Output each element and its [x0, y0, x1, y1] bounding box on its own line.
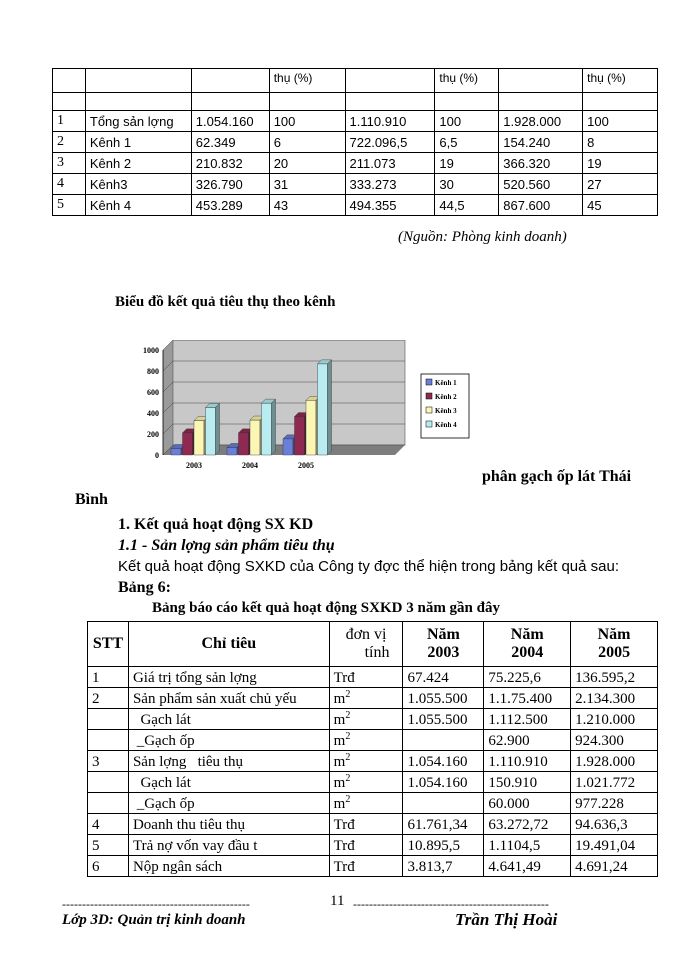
unit-cell [329, 709, 403, 730]
unit-superscript: 2 [345, 689, 351, 700]
table-row [88, 856, 658, 877]
legend-swatch [426, 421, 432, 427]
row-number: 3 [53, 153, 86, 174]
table-cell: 366.320 [499, 153, 583, 174]
table-cell: 722.096,5 [345, 132, 435, 153]
table-cell: 333.273 [345, 174, 435, 195]
indicator-name: Doanh thu tiêu thụ [128, 814, 329, 835]
year-value: 61.761,34 [403, 814, 484, 835]
bar-kênh-2-2003 [183, 433, 193, 455]
unit-cell [329, 688, 403, 709]
unit-text: Trđ [333, 817, 355, 833]
indicator-name: Giá trị tổng sản lợng [128, 667, 329, 688]
header-year-label: Năm [510, 626, 544, 643]
empty-cell [345, 93, 435, 111]
table-cell: 494.355 [345, 195, 435, 216]
unit-superscript: 2 [345, 752, 351, 763]
table-cell: 6 [269, 132, 345, 153]
table-row [88, 751, 658, 772]
header-cell: thụ (%) [269, 69, 345, 93]
empty-cell [499, 93, 583, 111]
table-cell: 326.790 [191, 174, 269, 195]
indicator-name: _Gạch ốp [128, 730, 329, 751]
unit-text: m [333, 691, 346, 707]
bar-kênh-2-2005 [295, 417, 305, 455]
indicator-name: _Gạch ốp [128, 793, 329, 814]
header-unit-line2: tính [364, 644, 390, 661]
header-year-value: 2005 [598, 644, 631, 661]
table-cell: 20 [269, 153, 345, 174]
y-tick-label: 800 [147, 367, 159, 376]
header-stt: STT [88, 622, 129, 667]
unit-cell [329, 751, 403, 772]
chart-title: Biểu đồ kết quả tiêu thụ theo kênh [115, 294, 336, 310]
table-row [53, 111, 658, 132]
year-value: 1.055.500 [403, 688, 484, 709]
table-row [53, 174, 658, 195]
unit-cell [329, 772, 403, 793]
year-value: 1.1104,5 [484, 835, 571, 856]
section-heading: 1. Kết quả hoạt động SX KD [118, 516, 314, 533]
row-number [88, 709, 129, 730]
page-number: 11 [330, 893, 345, 909]
empty-cell [583, 93, 658, 111]
table-cell: 19 [583, 153, 658, 174]
row-number [88, 730, 129, 751]
unit-superscript: 2 [345, 731, 351, 742]
unit-text: m [333, 796, 346, 812]
table-spacer-row [53, 93, 658, 111]
source-note: (Nguồn: Phòng kinh doanh) [398, 229, 567, 245]
table-cell: 27 [583, 174, 658, 195]
year-value: 136.595,2 [571, 667, 658, 688]
table-cell: 210.832 [191, 153, 269, 174]
indicator-name: Gạch lát [128, 709, 329, 730]
indicator-name: Sản phẩm sản xuất chủ yếu [128, 688, 329, 709]
channel-sales-table [52, 68, 658, 216]
table-cell: 100 [269, 111, 345, 132]
empty-cell [191, 93, 269, 111]
row-number: 1 [88, 667, 129, 688]
legend-swatch [426, 393, 432, 399]
year-value: 1.054.160 [403, 751, 484, 772]
row-number: 2 [88, 688, 129, 709]
table-cell: 1.928.000 [499, 111, 583, 132]
bar-kênh-4-2004 [262, 403, 272, 455]
bar-side [272, 399, 276, 455]
bar-side [216, 403, 220, 455]
year-value: 63.272,72 [484, 814, 571, 835]
table-cell: Tổng sản lợng [85, 111, 191, 132]
empty-cell [269, 93, 345, 111]
row-number: 5 [53, 195, 86, 216]
y-tick-label: 600 [147, 388, 159, 397]
row-number: 3 [88, 751, 129, 772]
year-value: 10.895,5 [403, 835, 484, 856]
empty-cell [53, 93, 86, 111]
footer-class-label: Lớp 3D: Quản trị kinh doanh [62, 912, 246, 928]
table-row [88, 688, 658, 709]
table-cell: 30 [435, 174, 499, 195]
indicator-name: Trả nợ vốn vay đầu t [128, 835, 329, 856]
intro-text: Kết quả hoạt động SXKD của Công ty đợc thể hiện trong bảng kết quả sau: [118, 558, 620, 575]
indicator-name: Nộp ngân sách [128, 856, 329, 877]
table-cell: 8 [583, 132, 658, 153]
table-cell: 453.289 [191, 195, 269, 216]
y-tick-label: 400 [147, 409, 159, 418]
bar-kênh-4-2005 [318, 364, 328, 455]
empty-cell [435, 93, 499, 111]
table-row [88, 835, 658, 856]
header-year-2005 [571, 622, 658, 667]
row-number [88, 772, 129, 793]
header-cell [85, 69, 191, 93]
header-cell: thụ (%) [435, 69, 499, 93]
unit-text: m [333, 775, 346, 791]
row-number: 2 [53, 132, 86, 153]
header-year-value: 2004 [511, 644, 544, 661]
empty-cell [85, 93, 191, 111]
legend-label: Kênh 1 [435, 379, 457, 387]
table-cell: 100 [435, 111, 499, 132]
year-value: 1.112.500 [484, 709, 571, 730]
unit-cell [329, 835, 403, 856]
unit-text: Trđ [333, 838, 355, 854]
chart-side-wall [163, 340, 173, 455]
cutoff-text-continued: Bình [75, 491, 108, 508]
year-value: 150.910 [484, 772, 571, 793]
header-cell: thụ (%) [583, 69, 658, 93]
table-cell: 45 [583, 195, 658, 216]
bar-kênh-4-2003 [206, 407, 216, 455]
footer-rule-left: ----------------------------------------------- [62, 897, 250, 911]
year-value: 1.055.500 [403, 709, 484, 730]
table-cell: Kênh 1 [85, 132, 191, 153]
header-year-value: 2003 [427, 644, 460, 661]
table-header-row [88, 622, 658, 667]
table-cell: 100 [583, 111, 658, 132]
bar-kênh-3-2003 [194, 421, 204, 455]
year-value: 4.691,24 [571, 856, 658, 877]
year-value: 4.641,49 [484, 856, 571, 877]
unit-cell [329, 814, 403, 835]
year-value: 60.000 [484, 793, 571, 814]
table-label: Bảng 6: [118, 579, 171, 596]
year-value: 1.054.160 [403, 772, 484, 793]
legend-label: Kênh 3 [435, 407, 457, 415]
footer-author: Trần Thị Hoài [455, 910, 558, 929]
table-cell: 154.240 [499, 132, 583, 153]
header-unit [329, 622, 403, 667]
year-value: 977.228 [571, 793, 658, 814]
y-tick-label: 0 [155, 451, 159, 460]
table-cell: 43 [269, 195, 345, 216]
header-year-2003 [403, 622, 484, 667]
table-row [88, 814, 658, 835]
year-value: 1.110.910 [484, 751, 571, 772]
indicator-name: Gạch lát [128, 772, 329, 793]
unit-text: m [333, 733, 346, 749]
header-year-label: Năm [597, 626, 631, 643]
table-cell: 44,5 [435, 195, 499, 216]
year-value: 3.813,7 [403, 856, 484, 877]
row-number: 6 [88, 856, 129, 877]
table-header-row [53, 69, 658, 93]
header-year-label: Năm [426, 626, 460, 643]
bar-kênh-3-2005 [306, 400, 316, 455]
header-cell [345, 69, 435, 93]
row-number: 5 [88, 835, 129, 856]
year-value: 67.424 [403, 667, 484, 688]
unit-cell [329, 730, 403, 751]
row-number: 4 [53, 174, 86, 195]
legend-label: Kênh 4 [435, 421, 457, 429]
unit-text: m [333, 754, 346, 770]
table-cell: Kênh3 [85, 174, 191, 195]
year-value: 1.210.000 [571, 709, 658, 730]
year-value: 1.021.772 [571, 772, 658, 793]
bar-side [328, 360, 332, 455]
year-value: 19.491,04 [571, 835, 658, 856]
year-value: 94.636,3 [571, 814, 658, 835]
unit-text: Trđ [333, 670, 355, 686]
bar-kênh-2-2004 [239, 433, 249, 455]
table-cell: 520.560 [499, 174, 583, 195]
table-row [88, 667, 658, 688]
bar-kênh-1-2005 [283, 439, 293, 455]
unit-cell [329, 667, 403, 688]
table-cell: 211.073 [345, 153, 435, 174]
row-number [88, 793, 129, 814]
x-tick-label: 2005 [298, 461, 314, 470]
table-cell: 31 [269, 174, 345, 195]
table-cell: 6,5 [435, 132, 499, 153]
table-row [88, 793, 658, 814]
y-tick-label: 1000 [143, 346, 159, 355]
legend-swatch [426, 407, 432, 413]
table-row [53, 153, 658, 174]
table-cell: 1.054.160 [191, 111, 269, 132]
x-tick-label: 2003 [186, 461, 202, 470]
table-cell: Kênh 4 [85, 195, 191, 216]
table-row [53, 132, 658, 153]
header-indicator: Chỉ tiêu [128, 622, 329, 667]
indicator-name: Sản lợng tiêu thụ [128, 751, 329, 772]
table-row [88, 730, 658, 751]
unit-superscript: 2 [345, 794, 351, 805]
table-cell: 19 [435, 153, 499, 174]
year-value: 62.900 [484, 730, 571, 751]
bar-kênh-1-2004 [227, 447, 237, 455]
year-value: 2.134.300 [571, 688, 658, 709]
unit-cell [329, 793, 403, 814]
x-tick-label: 2004 [242, 461, 258, 470]
table-row [88, 772, 658, 793]
legend-label: Kênh 2 [435, 393, 457, 401]
year-value: 924.300 [571, 730, 658, 751]
unit-text: m [333, 712, 346, 728]
bar-kênh-1-2003 [171, 448, 181, 455]
year-value [403, 793, 484, 814]
row-number: 4 [88, 814, 129, 835]
unit-superscript: 2 [345, 773, 351, 784]
table-title: Bảng báo cáo kết quả hoạt động SXKD 3 năm gần đây [152, 600, 500, 616]
header-cell [191, 69, 269, 93]
unit-cell [329, 856, 403, 877]
business-results-table [87, 621, 658, 877]
bar-kênh-3-2004 [250, 420, 260, 455]
year-value: 1.928.000 [571, 751, 658, 772]
header-cell [499, 69, 583, 93]
row-number: 1 [53, 111, 86, 132]
header-cell [53, 69, 86, 93]
table-cell: 1.110.910 [345, 111, 435, 132]
table-cell: 867.600 [499, 195, 583, 216]
header-year-2004 [484, 622, 571, 667]
unit-text: Trđ [333, 859, 355, 875]
table-cell: Kênh 2 [85, 153, 191, 174]
unit-superscript: 2 [345, 710, 351, 721]
channel-bar-chart [127, 340, 497, 475]
year-value: 1.1.75.400 [484, 688, 571, 709]
table-row [53, 195, 658, 216]
year-value: 75.225,6 [484, 667, 571, 688]
header-unit-line1: đơn vị [345, 626, 387, 643]
subsection-heading: 1.1 - Sản lợng sản phẩm tiêu thụ [118, 537, 335, 554]
table-row [88, 709, 658, 730]
table-cell: 62.349 [191, 132, 269, 153]
footer-rule-right: ------------------------------------------------- [353, 897, 549, 911]
y-tick-label: 200 [147, 430, 159, 439]
year-value [403, 730, 484, 751]
cutoff-text: phân gạch ốp lát Thái [482, 468, 632, 485]
legend-swatch [426, 379, 432, 385]
